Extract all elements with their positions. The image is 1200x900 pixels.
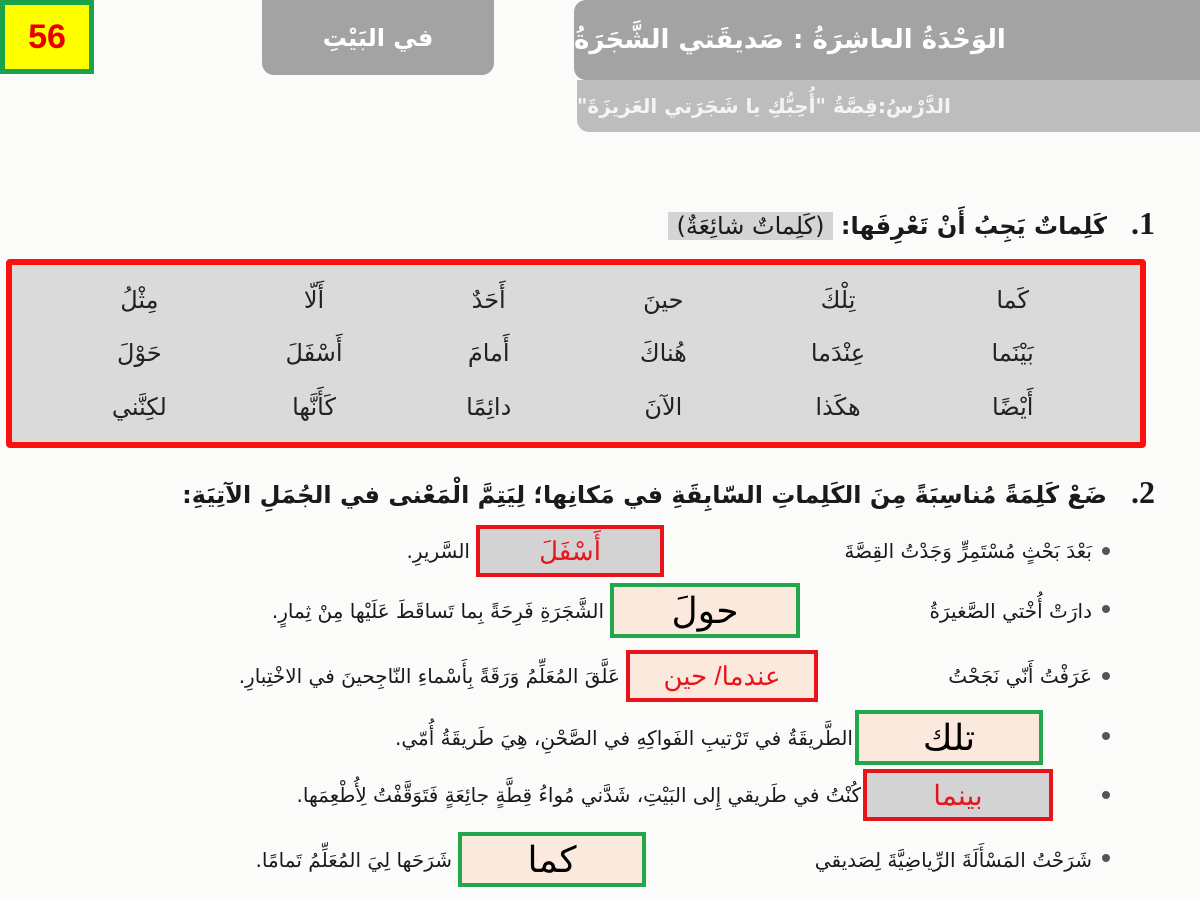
page-number: 56 — [28, 17, 66, 56]
sentence-text-before: عَرَفْتُ أَنّي نَجَحْتُ — [948, 664, 1092, 688]
sentence-text-after: الشَّجَرَةِ فَرِحَةً بِما تَساقَطَ عَلَيْها مِنْ ثِمارٍ. — [271, 598, 604, 623]
word-bank-item: كَما — [996, 285, 1029, 314]
answer-text: تلك — [922, 716, 976, 758]
word-bank-item: تِلْكَ — [820, 285, 856, 314]
answer-box[interactable] — [863, 769, 1053, 821]
word-bank-item: أَيْضًا — [991, 393, 1034, 422]
bullet-icon — [1102, 854, 1110, 862]
answer-box[interactable] — [610, 583, 800, 638]
question-2-heading — [55, 474, 1155, 511]
word-bank-item: مِثْلُ — [120, 285, 159, 314]
lesson-title: الدَّرْسُ:قِصَّةُ "أُحِبُّكِ يا شَجَرَتي العَزيزَةَ" — [577, 94, 951, 118]
word-bank-box — [6, 259, 1146, 448]
bullet-icon — [1102, 732, 1110, 740]
home-tab — [262, 0, 494, 75]
sentence-text-after: الطَّريقَةُ في تَرْتيبِ الفَواكِهِ في الصَّحْنِ، هِيَ طَريقَةُ أُمّي. — [394, 725, 853, 750]
sentence-text-before: دارَتْ أُخْتي الصَّغيرَةُ — [929, 598, 1092, 623]
word-bank-item: أَحَدٌ — [471, 285, 506, 314]
answer-box[interactable] — [458, 832, 646, 887]
word-bank-grid — [52, 273, 1100, 434]
bullet-icon — [1102, 672, 1110, 680]
sentence-text-before: شَرَحْتُ المَسْأَلَةَ الرِّياضِيَّةَ لِصَديقي — [814, 847, 1092, 872]
lesson-title-bar — [577, 80, 1200, 132]
sentence-text-before: بَعْدَ بَحْثٍ مُسْتَمِرٍّ وَجَدْتُ القِصَّةَ — [844, 539, 1092, 563]
answer-text: بينما — [933, 779, 983, 811]
answer-text: أَسْفَلَ — [539, 535, 601, 566]
word-bank-item: أَلّا — [303, 285, 325, 314]
question-1-title: كَلِماتٌ يَجِبُ أَنْ تَعْرِفَها: — [840, 212, 1107, 240]
sentence-text-after: السَّريرِ. — [406, 539, 470, 563]
word-bank-item: دائِمًا — [466, 393, 512, 422]
question-1-heading — [55, 205, 1155, 242]
answer-box[interactable] — [476, 525, 664, 577]
bullet-icon — [1102, 547, 1110, 555]
bullet-icon — [1102, 605, 1110, 613]
sentence-text-after: كُنْتُ في طَريقي إِلى البَيْتِ، شَدَّني مُواءُ قِطَّةٍ جائِعَةٍ فَتَوَقَّفْتُ لِأُطْعِمَها. — [296, 783, 861, 807]
question-2-title: ضَعْ كَلِمَةً مُناسِبَةً مِنَ الكَلِماتِ السّابِقَةِ في مَكانِها؛ لِيَتِمَّ الْمَعْنى في الجُمَلِ الآتِيَةِ: — [182, 481, 1107, 509]
word-bank-item: حينَ — [643, 285, 684, 314]
answer-text: كما — [527, 838, 577, 880]
question-1-number: 1. — [1131, 205, 1155, 241]
question-2-number: 2. — [1131, 474, 1155, 510]
word-bank-item: أَمامَ — [467, 339, 510, 368]
word-bank-item: هُناكَ — [639, 339, 687, 368]
sentence-text-after: عَلَّقَ المُعَلِّمُ وَرَقَةً بِأَسْماءِ النّاجِحينَ في الاخْتِبارِ. — [238, 664, 620, 688]
answer-box[interactable] — [855, 710, 1043, 765]
bullet-icon — [1102, 791, 1110, 799]
word-bank-item: هكَذا — [815, 393, 861, 422]
common-words-note: (كَلِماتٌ شائِعَةٌ) — [668, 212, 832, 240]
answer-text: عندما/ حين — [663, 660, 781, 691]
word-bank-item: بَيْنَما — [991, 339, 1034, 368]
home-tab-label: في البَيْتِ — [322, 23, 434, 52]
word-bank-item: حَوْلَ — [117, 339, 162, 368]
unit-title: الوَحْدَةُ العاشِرَةُ : صَديقَتي الشَّجَرَةُ — [574, 25, 1006, 55]
page-number-badge — [0, 0, 94, 74]
word-bank-item: أَسْفَلَ — [285, 339, 343, 368]
unit-title-bar — [574, 0, 1200, 80]
answer-box[interactable] — [626, 650, 818, 702]
word-bank-item: الآنَ — [644, 393, 683, 422]
word-bank-item: لكِنَّني — [111, 393, 167, 422]
answer-text: حولَ — [671, 589, 739, 631]
sentence-text-after: شَرَحَها لِيَ المُعَلِّمُ تَمامًا. — [255, 847, 452, 872]
word-bank-item: كَأَنَّها — [292, 393, 336, 422]
word-bank-item: عِنْدَما — [810, 339, 866, 368]
